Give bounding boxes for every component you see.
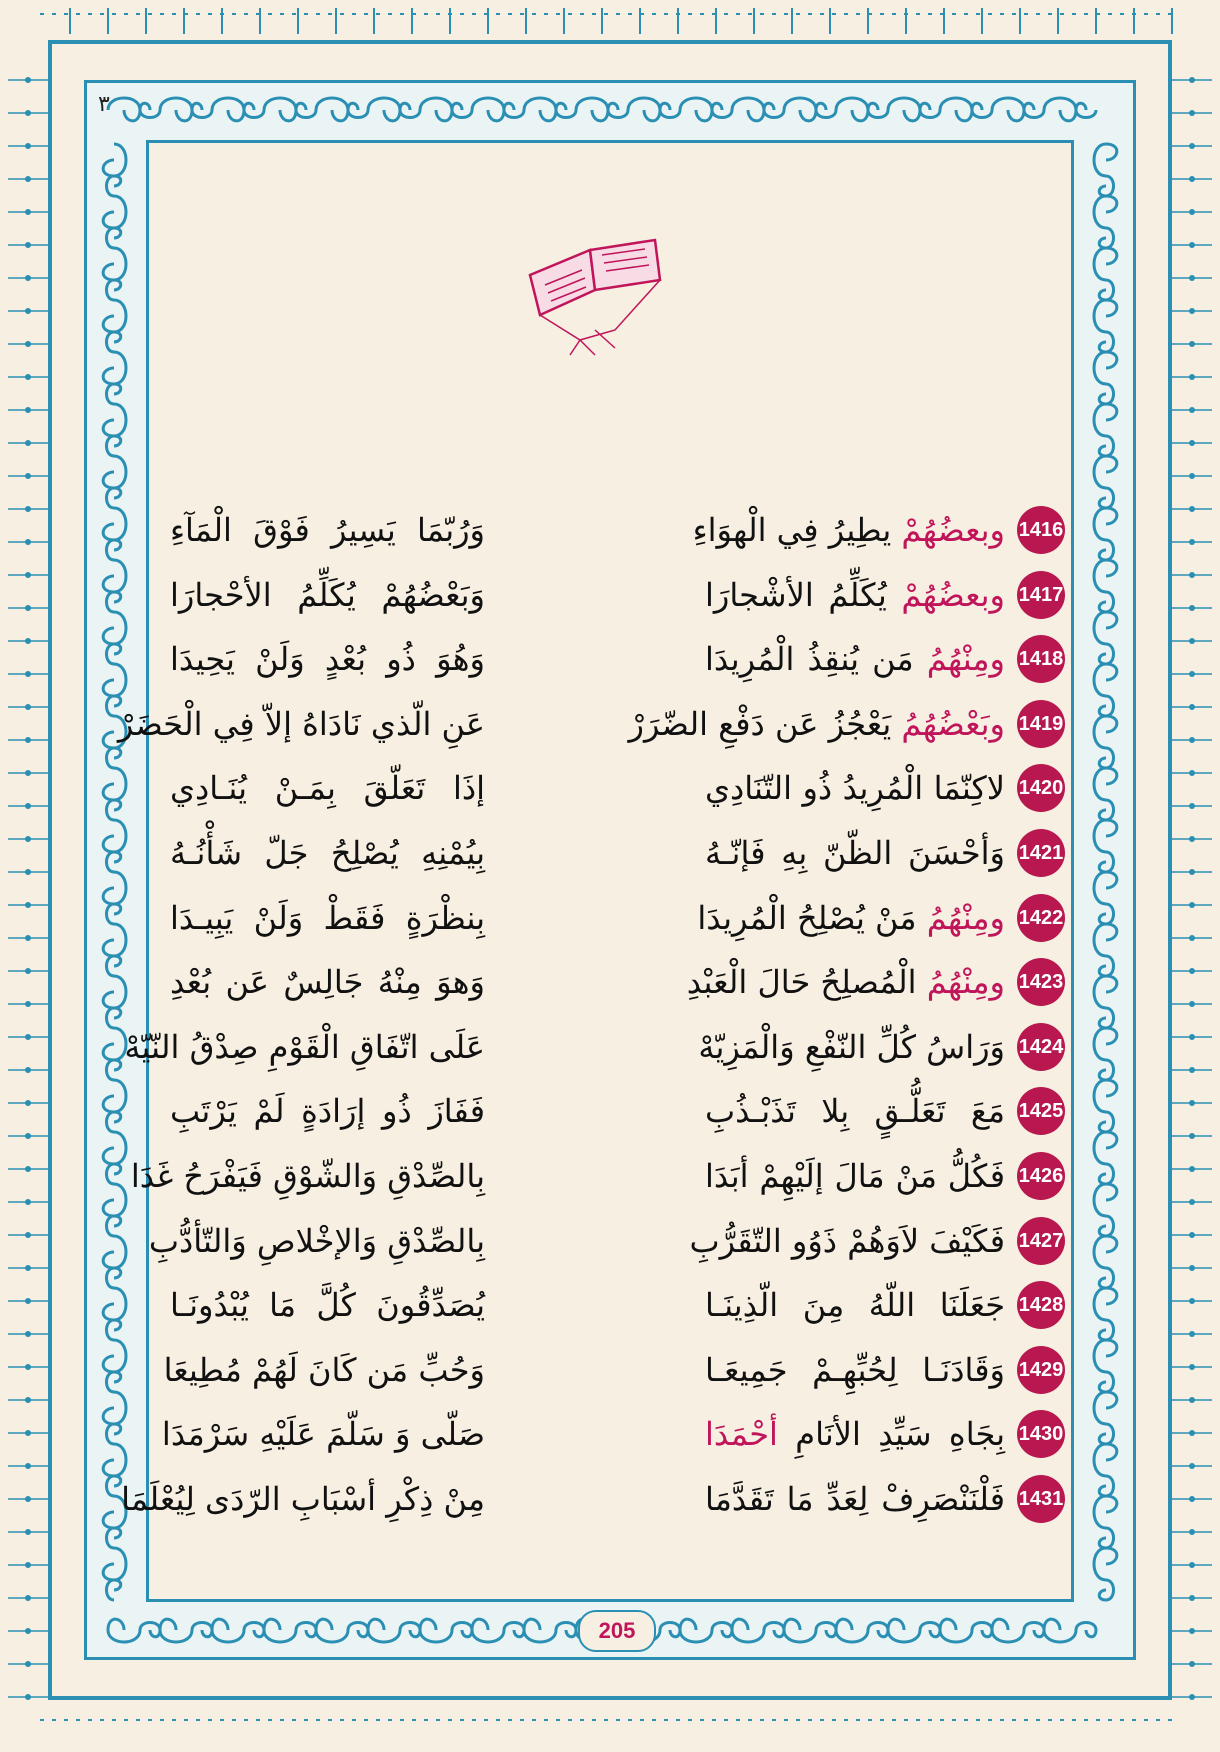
hemistich-text: فَكَيْفَ لاَوَهُمْ ذَوُو التّقَرُّبِ	[689, 1221, 1005, 1260]
hemistich-text: يُكَلِّمُ الأشْجارَا	[705, 575, 902, 614]
second-hemistich: مِنْ ذِكْرِ أسْبَابِ الرّدَى لِيُعْلَمَا	[121, 1479, 485, 1518]
verse-number-badge: 1431	[1017, 1475, 1065, 1523]
left-tick-border	[8, 60, 48, 1700]
second-hemistich: بِيُمْنِهِ يُصْلِحُ جَلّ شَأْنُـهُ	[170, 833, 485, 872]
verse-row	[160, 561, 1065, 626]
corner-mark: ٣	[98, 92, 110, 117]
hemistich-text: فَكُلُّ مَنْ مَالَ إلَيْهِمْ أبَدَا	[705, 1156, 1005, 1195]
verse-row	[160, 496, 1065, 561]
highlighted-word: وبعضُهُمْ	[901, 511, 1005, 549]
first-hemistich	[705, 569, 1005, 621]
verse-number-badge: 1428	[1017, 1281, 1065, 1329]
first-hemistich	[705, 762, 1005, 814]
second-hemistich: يُصَدِّقُونَ كُلَّ مَا يُبْدُونَـا	[170, 1286, 485, 1325]
verse-number-badge: 1418	[1017, 635, 1065, 683]
first-hemistich	[705, 1150, 1005, 1202]
hemistich-text: الْمُصلِحُ حَالَ الْعَبْدِ	[686, 963, 927, 1002]
second-hemistich: وَرُبّمَا يَسِيرُ فَوْقَ الْمَآءِ	[170, 511, 485, 549]
first-hemistich	[705, 1408, 1005, 1460]
verse-row	[160, 1077, 1065, 1142]
verse-row	[124, 1013, 1065, 1078]
first-hemistich	[705, 1085, 1005, 1137]
verse-row	[160, 754, 1065, 819]
highlighted-word: أحْمَدَا	[705, 1415, 778, 1454]
second-hemistich: صَلّى وَ سَلّمَ عَلَيْهِ سَرْمَدَا	[161, 1415, 485, 1454]
first-hemistich	[705, 1344, 1005, 1396]
first-hemistich	[698, 1021, 1005, 1073]
hemistich-text: بِجَاهِ سَيِّدِ الأنَامِ	[795, 1415, 1006, 1454]
second-hemistich: وَبَعْضُهُمْ يُكَلِّمُ الأحْجارَا	[170, 575, 485, 614]
verse-row	[160, 819, 1065, 884]
verse-number-badge: 1420	[1017, 764, 1065, 812]
verse-number-badge: 1425	[1017, 1087, 1065, 1135]
first-hemistich	[697, 892, 1005, 944]
second-hemistich: إذَا تَعَلّقَ بِمَـنْ يُنَـادِي	[170, 769, 485, 808]
verse-row	[121, 1465, 1065, 1530]
first-hemistich	[705, 827, 1005, 879]
first-hemistich	[705, 1279, 1005, 1331]
verse-row	[117, 690, 1065, 755]
verse-row	[160, 1336, 1065, 1401]
verse-row	[160, 1400, 1065, 1465]
second-hemistich: بِالصِّدْقِ وَالشّوْقِ فَيَفْرَحُ غَدَا	[130, 1156, 485, 1195]
hemistich-text: وَرَاسُ كُلِّ النّفْعِ وَالْمَزِيّهْ	[698, 1027, 1005, 1066]
verse-row	[148, 1207, 1065, 1272]
verse-number-badge: 1426	[1017, 1152, 1065, 1200]
first-hemistich	[692, 504, 1005, 556]
second-hemistich: بِالصِّدْقِ وَالإخْلاصِ وَالتّأدُّبِ	[148, 1221, 485, 1260]
hemistich-text: وَأحْسَنَ الظّنّ بِهِ فَإنّـهُ	[705, 833, 1005, 872]
verse-number-badge: 1417	[1017, 571, 1065, 619]
hemistich-text: مَعَ تَعَلُّـقٍ بِلا تَذَبْـذُبِ	[705, 1092, 1005, 1131]
first-hemistich	[705, 1473, 1005, 1525]
verse-number-badge: 1416	[1017, 506, 1065, 554]
verse-row	[160, 625, 1065, 690]
hemistich-text: يطِيرُ فِي الْهوَاءِ	[692, 511, 902, 549]
second-hemistich: فَفَازَ ذُو إرَادَةٍ لَمْ يَرْتَبِ	[170, 1092, 485, 1131]
hemistich-text: مَنْ يُصْلِحُ الْمُرِيدَا	[697, 898, 927, 937]
first-hemistich	[686, 956, 1005, 1008]
highlighted-word: وبَعْضُهُمُ	[901, 704, 1005, 743]
verse-number-badge: 1419	[1017, 700, 1065, 748]
hemistich-text: وَقَادَنَـا لِحُبِّهِـمْ جَمِيعَـا	[705, 1350, 1005, 1389]
second-hemistich: وَهُوَ ذُو بُعْدٍ وَلَنْ يَحِيدَا	[170, 640, 485, 679]
bottom-tick-border	[40, 1700, 1180, 1740]
right-tick-border	[1172, 60, 1212, 1700]
verse-number-badge: 1427	[1017, 1217, 1065, 1265]
hemistich-text: لاكِنّمَا الْمُرِيدُ ذُو التّنَادِي	[705, 769, 1005, 808]
verse-number-badge: 1421	[1017, 829, 1065, 877]
highlighted-word: وبعضُهُمْ	[901, 575, 1005, 614]
verse-number-badge: 1422	[1017, 894, 1065, 942]
verse-row	[160, 1271, 1065, 1336]
first-hemistich	[705, 633, 1005, 685]
verse-row	[160, 948, 1065, 1013]
hemistich-text: فَلْنَنْصَرِفْ لِعَدِّ مَا تَقَدَّمَا	[705, 1479, 1005, 1518]
second-hemistich: بِنظْرَةٍ فَقَطْ وَلَنْ يَبِيـدَا	[170, 898, 485, 937]
hemistich-text: جَعَلَنَا اللّهُ مِنَ الّذِينَـا	[705, 1286, 1005, 1325]
open-quran-on-stand-icon	[520, 230, 670, 360]
highlighted-word: ومِنْهُمُ	[926, 898, 1005, 937]
verse-number-badge: 1423	[1017, 958, 1065, 1006]
first-hemistich	[689, 1215, 1005, 1267]
verse-number-badge: 1429	[1017, 1346, 1065, 1394]
verse-number-badge: 1424	[1017, 1023, 1065, 1071]
page-number: 205	[578, 1610, 656, 1652]
highlighted-word: ومِنْهُمُ	[926, 640, 1005, 679]
second-hemistich: وَهوَ مِنْهُ جَالِسٌ عَن بُعْدِ	[170, 963, 485, 1002]
second-hemistich: وَحُبِّ مَن كَانَ لَهُمْ مُطِيعَا	[163, 1350, 485, 1389]
verse-list	[117, 496, 1065, 1530]
first-hemistich	[628, 698, 1005, 750]
verse-row	[130, 1142, 1065, 1207]
verse-row	[160, 884, 1065, 949]
second-hemistich: عَلَى اتّفَاقِ الْقَوْمِ صِدْقُ النّيّهْ	[124, 1027, 485, 1066]
highlighted-word: ومِنْهُمُ	[926, 963, 1005, 1002]
verse-number-badge: 1430	[1017, 1410, 1065, 1458]
hemistich-text: يَعْجُزُ عَن دَفْعِ الضّرَرْ	[628, 704, 902, 743]
hemistich-text: مَن يُنقِذُ الْمُرِيدَا	[705, 640, 927, 679]
second-hemistich: عَنِ الّذي نَادَاهُ إلاّ فِي الْحَضَرْ	[117, 704, 485, 743]
